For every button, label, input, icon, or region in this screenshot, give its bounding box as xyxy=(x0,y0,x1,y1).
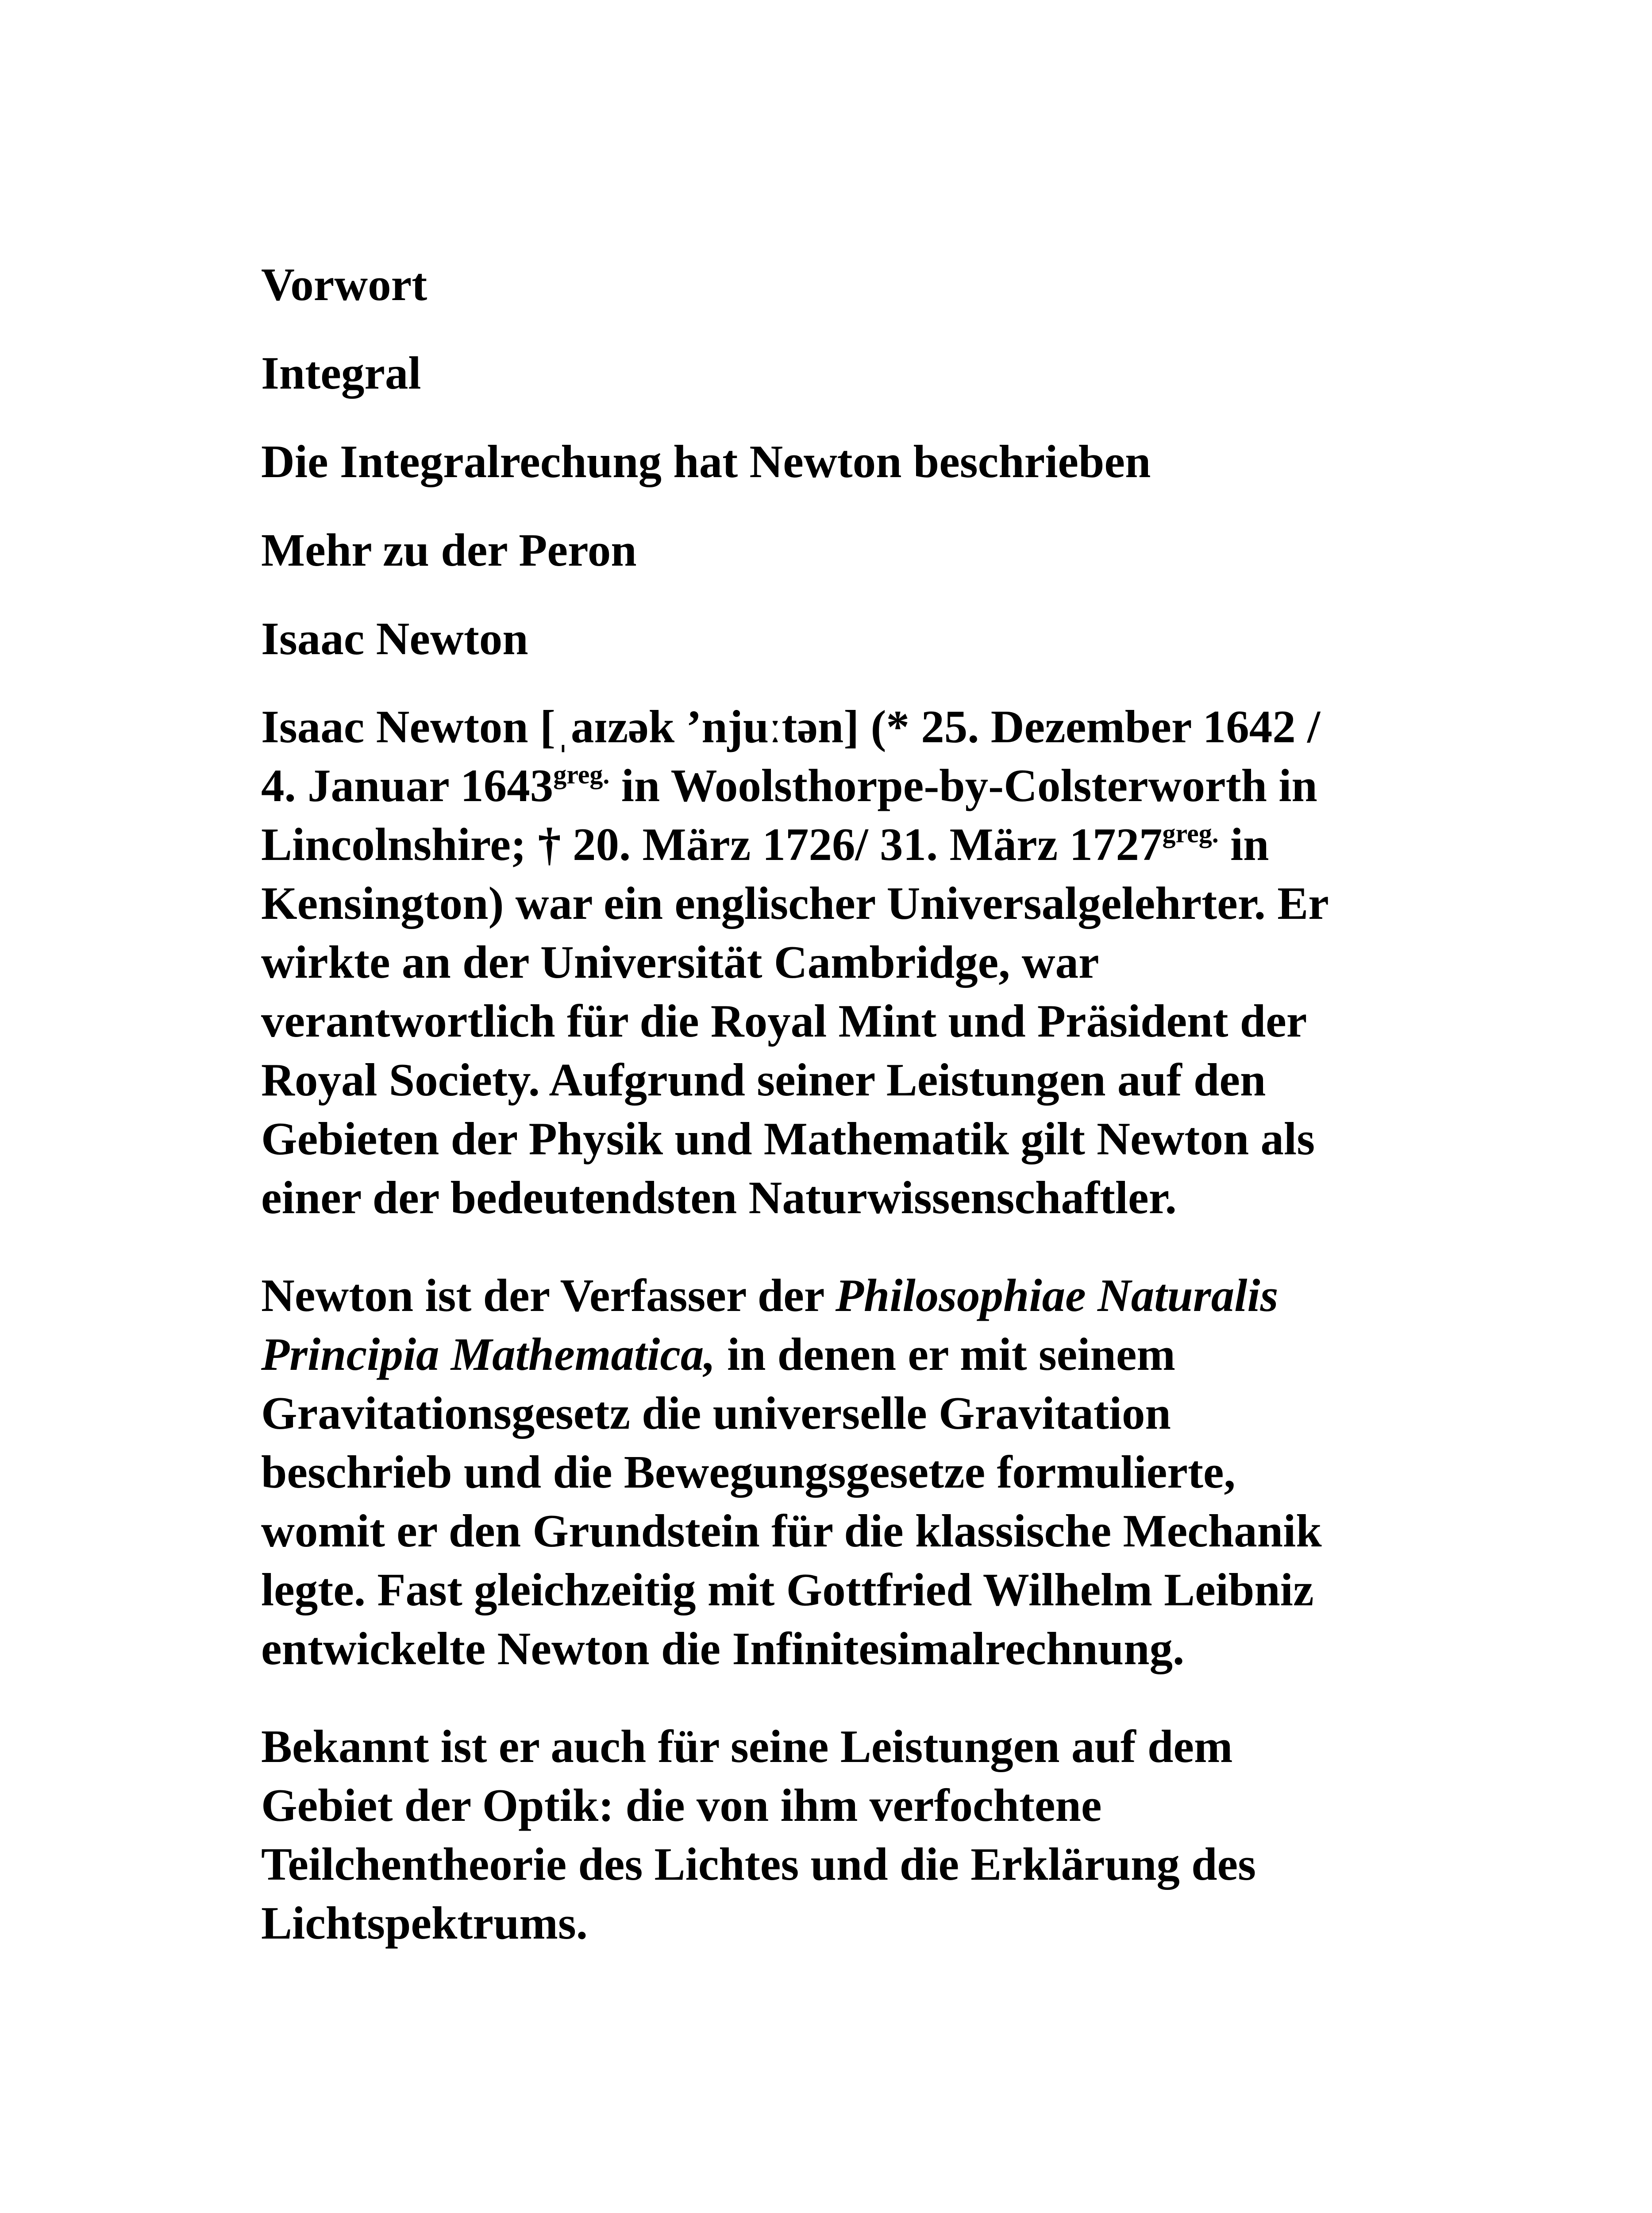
heading-vorwort: Vorwort xyxy=(261,258,427,310)
paragraph-line: beschrieb und die Bewegungsgesetze formulierte, xyxy=(261,1446,1236,1498)
text-span: in xyxy=(1218,818,1269,870)
superscript: greg. xyxy=(553,760,610,789)
paragraph-optics xyxy=(261,1717,1434,1952)
heading-mehr-zu-der-person: Mehr zu der Peron xyxy=(261,524,637,576)
superscript: greg. xyxy=(1162,819,1219,848)
paragraph-line: Gebiet der Optik: die von ihm verfochtene xyxy=(261,1779,1102,1831)
paragraph-principia xyxy=(261,1266,1434,1678)
paragraph-line: wirkte an der Universität Cambridge, war xyxy=(261,936,1099,988)
book-title-italic: Philosophiae Naturalis xyxy=(835,1269,1278,1321)
paragraph-line xyxy=(261,1325,1434,1384)
book-title-italic: Principia Mathematica, xyxy=(261,1328,716,1380)
paragraph-line: Gravitationsgesetz die universelle Gravitation xyxy=(261,1387,1171,1439)
paragraph-line: Gebieten der Physik und Mathematik gilt Newton als xyxy=(261,1113,1315,1164)
heading-isaac-newton: Isaac Newton xyxy=(261,613,528,664)
paragraph-line: legte. Fast gleichzeitig mit Gottfried Wilhelm Leibniz xyxy=(261,1564,1314,1615)
paragraph-line: einer der bedeutendsten Naturwissenschaftler. xyxy=(261,1172,1177,1223)
paragraph-line: Bekannt ist er auch für seine Leistungen auf dem xyxy=(261,1720,1233,1772)
paragraph-line: Teilchentheorie des Lichtes und die Erklärung des xyxy=(261,1838,1256,1890)
paragraph-line: Isaac Newton [ˌaɪzək ’njuːtən] (* 25. Dezember 1642 / xyxy=(261,701,1321,752)
text-span: Newton ist der Verfasser der xyxy=(261,1269,836,1321)
paragraph-line: Kensington) war ein englischer Universalgelehrter. Er xyxy=(261,877,1329,929)
text-span: in denen er mit seinem xyxy=(715,1328,1175,1380)
text-span: Lincolnshire; † 20. März 1726/ 31. März 1727 xyxy=(261,818,1163,870)
paragraph-line xyxy=(261,756,1434,815)
paragraph-line xyxy=(261,815,1434,874)
paragraph-line: Royal Society. Aufgrund seiner Leistungen auf den xyxy=(261,1054,1266,1106)
paragraph-line: womit er den Grundstein für die klassische Mechanik xyxy=(261,1505,1322,1557)
document-page xyxy=(261,254,1434,1991)
paragraph-line: verantwortlich für die Royal Mint und Präsident der xyxy=(261,995,1307,1047)
paragraph-line xyxy=(261,1266,1434,1325)
paragraph-biography xyxy=(261,697,1434,1227)
heading-integralrechnung: Die Integralrechung hat Newton beschrieben xyxy=(261,436,1151,487)
text-span: in Woolsthorpe-by-Colsterworth in xyxy=(609,760,1317,811)
heading-integral: Integral xyxy=(261,347,421,399)
paragraph-line: entwickelte Newton die Infinitesimalrechnung. xyxy=(261,1623,1185,1674)
paragraph-line: Lichtspektrums. xyxy=(261,1897,588,1949)
text-span: 4. Januar 1643 xyxy=(261,760,554,811)
